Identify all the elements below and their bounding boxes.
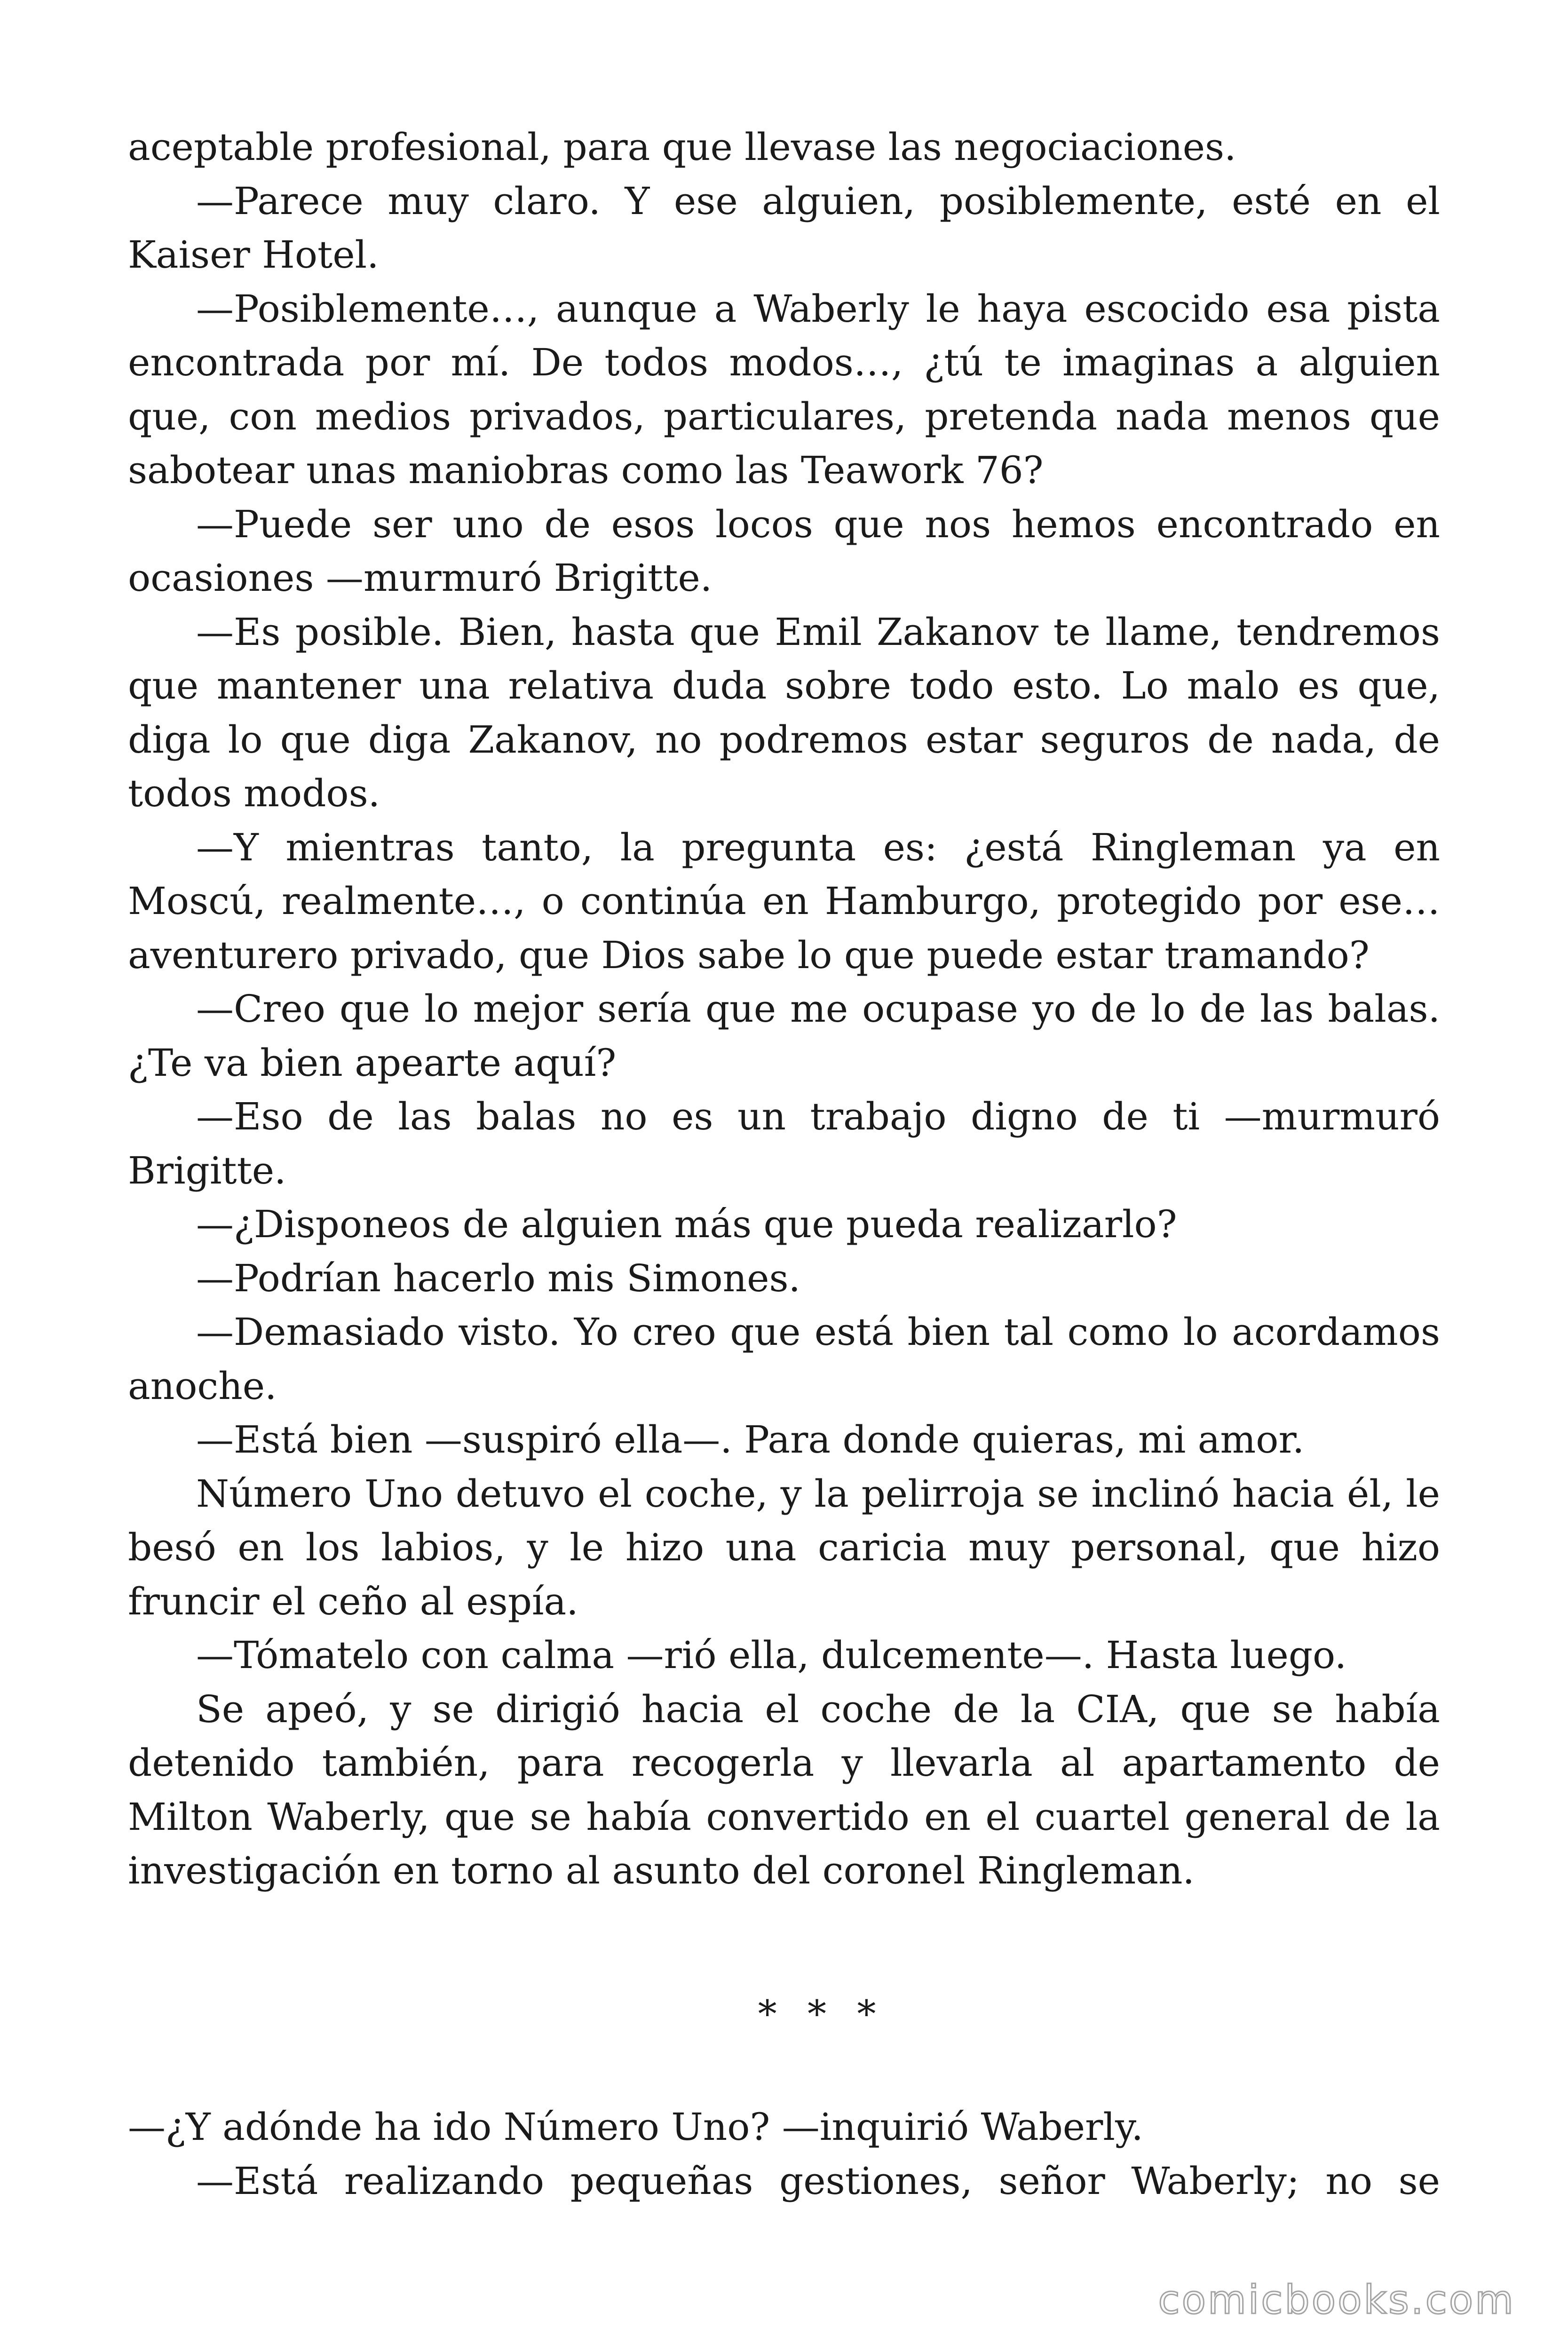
paragraph: —Podrían hacerlo mis Simones. [196,1256,800,1300]
body-text-top [128,120,1440,1898]
paragraph: —Parece muy claro. Y ese alguien, posiblemente, esté en el Kaiser Hotel. [128,179,1440,277]
paragraph: aceptable profesional, para que llevase las negociaciones. [128,125,1236,169]
paragraph: —Demasiado visto. Yo creo que está bien tal como lo acordamos anoche. [128,1310,1440,1408]
paragraph: —Eso de las balas no es un trabajo digno de ti —murmuró Brigitte. [128,1095,1440,1192]
body-text-bottom [128,2100,1440,2208]
paragraph: —Es posible. Bien, hasta que Emil Zakanov te llame, tendremos que mantener una relativa duda sobre todo esto. Lo malo es que, diga lo que diga Zakanov, no podremos estar seguros de nada, de todos modos. [128,610,1440,815]
paragraph: Se apeó, y se dirigió hacia el coche de la CIA, que se había detenido también, para recogerla y llevarla al apartamento de Milton Waberly, que se había convertido en el cuartel general de la investigación en torno al asunto del coronel Ringleman. [128,1687,1440,1892]
paragraph: —Y mientras tanto, la pregunta es: ¿está Ringleman ya en Moscú, realmente…, o continúa en Hamburgo, protegido por ese… aventurero privado, que Dios sabe lo que puede estar tramando? [128,825,1440,977]
section-separator: * * * [758,1992,886,2036]
paragraph: —Está realizando pequeñas gestiones, señor Waberly; no se [196,2159,1440,2203]
paragraph: —Creo que lo mejor sería que me ocupase yo de lo de las balas. ¿Te va bien apearte aquí? [128,987,1440,1085]
paragraph: Número Uno detuvo el coche, y la pelirroja se inclinó hacia él, le besó en los labios, y le hizo una caricia muy personal, que hizo fruncir el ceño al espía. [128,1471,1440,1623]
paragraph: —¿Disponeos de alguien más que pueda realizarlo? [196,1202,1177,1246]
watermark-logo: comicbooks.com [1158,2277,1515,2323]
paragraph: —¿Y adónde ha ido Número Uno? —inquirió Waberly. [128,2105,1143,2149]
paragraph: —Tómatelo con calma —rió ella, dulcemente—. Hasta luego. [196,1633,1347,1677]
paragraph: —Puede ser uno de esos locos que nos hemos encontrado en ocasiones —murmuró Brigitte. [128,502,1440,600]
paragraph: —Posiblemente…, aunque a Waberly le haya escocido esa pista encontrada por mí. De todos modos…, ¿tú te imaginas a alguien que, con medios privados, particulares, pretenda nada menos que sabotear unas maniobras como las Teawork 76? [128,286,1440,492]
paragraph: —Está bien —suspiró ella—. Para donde quieras, mi amor. [196,1418,1305,1462]
